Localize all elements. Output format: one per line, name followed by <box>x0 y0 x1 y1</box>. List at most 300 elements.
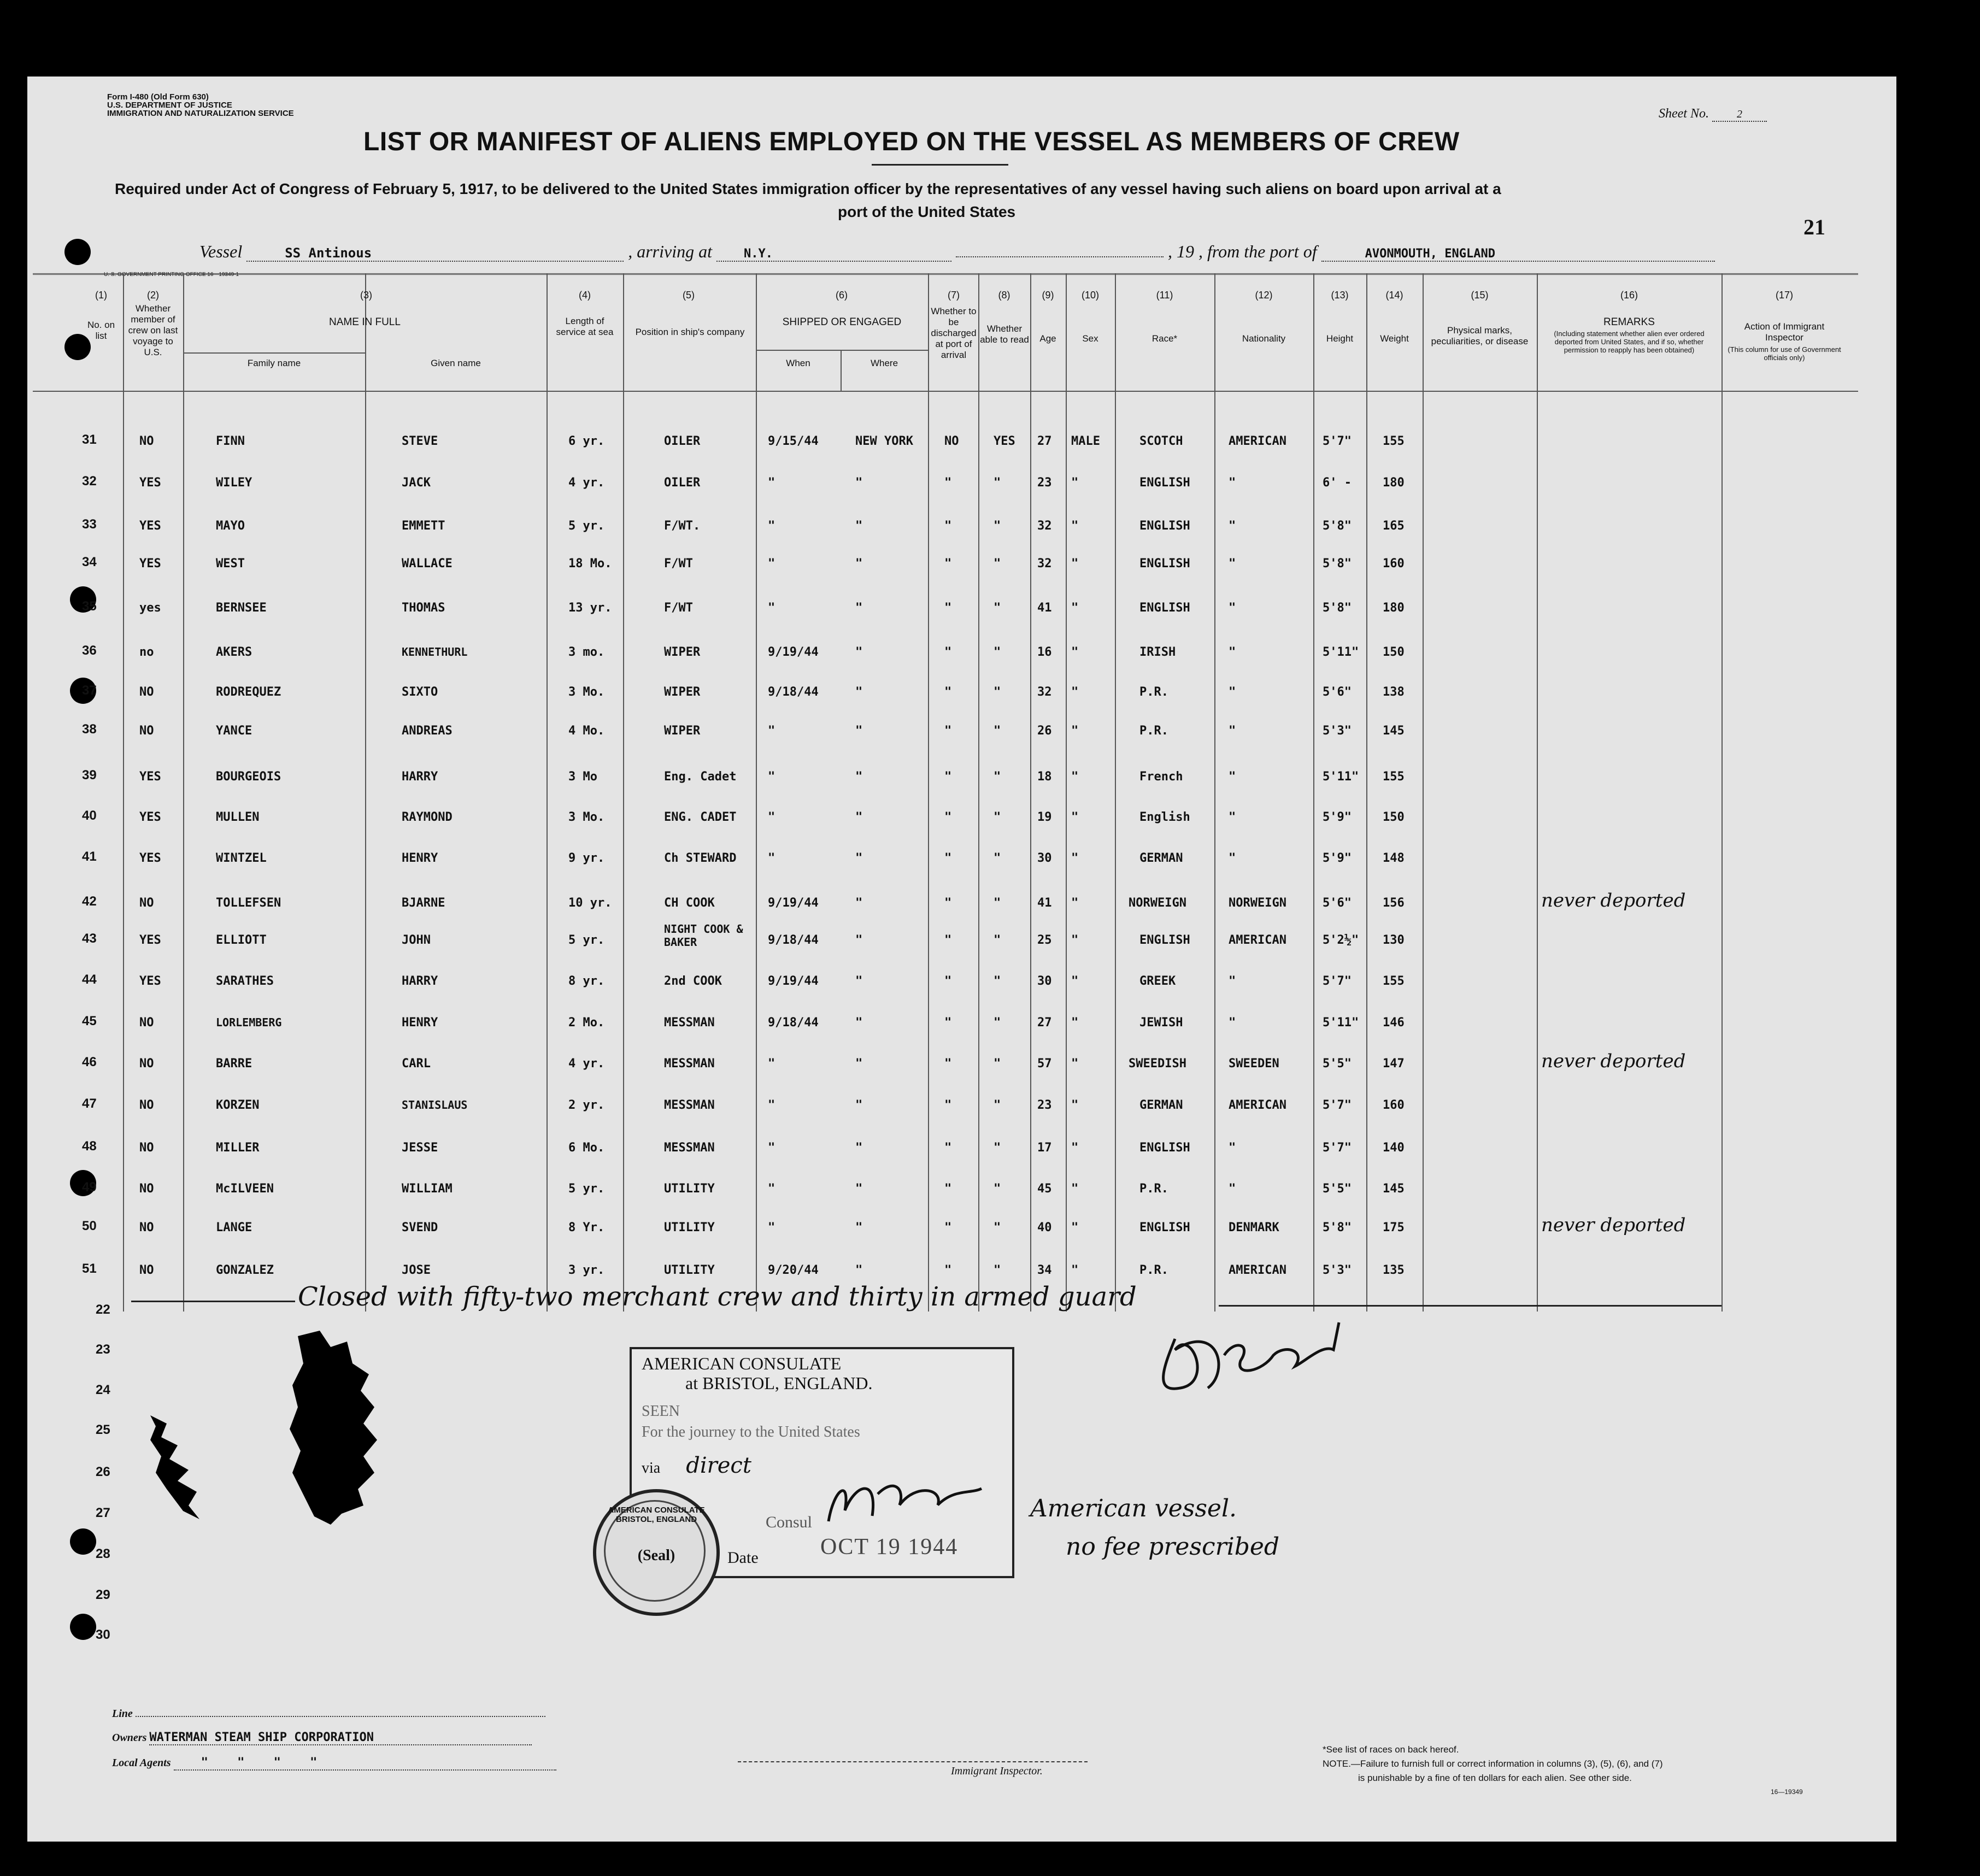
nationality-cell: " <box>1229 476 1236 490</box>
service-length-cell: 5 yr. <box>568 1182 605 1196</box>
nationality-cell: " <box>1229 1141 1236 1155</box>
vessel-line <box>199 242 1715 262</box>
col-5-header: Position in ship's company <box>635 327 745 337</box>
discharged-cell: " <box>944 1221 952 1234</box>
race-cell: P.R. <box>1139 1182 1168 1196</box>
given-name-cell: STEVE <box>402 434 438 448</box>
race-cell: ENGLISH <box>1139 519 1190 533</box>
family-name-cell: BARRE <box>216 1057 252 1071</box>
shipped-where-cell: " <box>855 770 863 784</box>
department: U.S. DEPARTMENT OF JUSTICE <box>107 101 232 110</box>
able-to-read-cell: " <box>994 896 1001 910</box>
shipped-when-cell: " <box>768 1182 775 1196</box>
weight-cell: 155 <box>1383 434 1405 448</box>
shipped-when-cell: " <box>768 1057 775 1071</box>
race-cell: P.R. <box>1139 685 1168 699</box>
family-name-cell: RODREQUEZ <box>216 685 281 699</box>
sex-cell: " <box>1071 724 1079 738</box>
col-4-number: (4) <box>579 290 591 301</box>
family-name-cell: TOLLEFSEN <box>216 896 281 910</box>
age-cell: 26 <box>1037 724 1052 738</box>
inspector-label: Immigrant Inspector. <box>951 1765 1043 1777</box>
race-cell: P.R. <box>1139 1263 1168 1277</box>
able-to-read-cell: " <box>994 933 1001 947</box>
col-11-number: (11) <box>1156 290 1173 301</box>
able-to-read-cell: " <box>994 645 1001 659</box>
from-port: AVONMOUTH, ENGLAND <box>1321 247 1715 262</box>
last-voyage-cell: YES <box>139 519 161 533</box>
sex-cell: " <box>1071 1098 1079 1112</box>
nationality-cell: AMERICAN <box>1229 1263 1286 1277</box>
weight-cell: 175 <box>1383 1221 1405 1234</box>
row-number-cell: 31 <box>82 432 97 447</box>
position-cell: OILER <box>664 476 701 490</box>
last-voyage-cell: NO <box>139 685 154 699</box>
row-number-cell: 42 <box>82 894 97 909</box>
sex-cell: " <box>1071 974 1079 988</box>
given-name-cell: KENNETHURL <box>402 645 468 658</box>
shipped-where-cell: " <box>855 933 863 947</box>
given-name-cell: HENRY <box>402 851 438 865</box>
able-to-read-cell: " <box>994 810 1001 824</box>
col-divider <box>978 273 979 1312</box>
row-number-cell: 35 <box>82 599 97 614</box>
nationality-cell: " <box>1229 1182 1236 1196</box>
family-name-cell: WEST <box>216 557 245 571</box>
col-6-header: SHIPPED OR ENGAGED <box>782 316 902 328</box>
footer-agents-row <box>112 1756 556 1771</box>
given-name-cell: WILLIAM <box>402 1182 453 1196</box>
col-15-header: Physical marks, peculiarities, or disease <box>1431 325 1529 346</box>
race-cell: English <box>1139 810 1190 824</box>
age-cell: 25 <box>1037 933 1052 947</box>
last-voyage-cell: YES <box>139 851 161 865</box>
col-1-number: (1) <box>95 290 107 301</box>
col-3-family-header: Family name <box>247 358 301 368</box>
race-cell: GERMAN <box>1139 851 1183 865</box>
shipped-when-cell: " <box>768 770 775 784</box>
consul-signature <box>818 1467 992 1532</box>
discharged-cell: " <box>944 1141 952 1155</box>
age-cell: 34 <box>1037 1263 1052 1277</box>
age-cell: 23 <box>1037 476 1052 490</box>
printing-office: U. S. GOVERNMENT PRINTING OFFICE 16—19349-1 <box>104 272 239 278</box>
given-name-cell: RAYMOND <box>402 810 453 824</box>
blank-row-number: 22 <box>96 1302 110 1317</box>
col-8-number: (8) <box>998 290 1010 301</box>
col-2-header: Whether member of crew on last voyage to U.S. <box>128 303 178 357</box>
position-cell: ENG. CADET <box>664 810 737 824</box>
age-cell: 30 <box>1037 974 1052 988</box>
row-number-cell: 37 <box>82 683 97 698</box>
height-cell: 5'3" <box>1323 1263 1352 1277</box>
page-number: 21 <box>1803 215 1825 239</box>
row-number-cell: 39 <box>82 768 97 783</box>
age-cell: 57 <box>1037 1057 1052 1071</box>
able-to-read-cell: " <box>994 1057 1001 1071</box>
service-length-cell: 3 Mo. <box>568 810 605 824</box>
age-cell: 30 <box>1037 851 1052 865</box>
shipped-when-cell: " <box>768 851 775 865</box>
footer-form-code: 16—19349 <box>1771 1788 1803 1796</box>
row-number-cell: 43 <box>82 931 97 946</box>
row-number-cell: 50 <box>82 1219 97 1233</box>
name-subheader-rule <box>183 352 365 354</box>
service-length-cell: 9 yr. <box>568 851 605 865</box>
discharged-cell: " <box>944 1098 952 1112</box>
blank-row-number: 26 <box>96 1465 110 1479</box>
last-voyage-cell: YES <box>139 974 161 988</box>
weight-cell: 145 <box>1383 724 1405 738</box>
weight-cell: 165 <box>1383 519 1405 533</box>
stamp-via-label: via <box>642 1460 661 1477</box>
footer-line-row <box>112 1708 545 1720</box>
age-cell: 19 <box>1037 810 1052 824</box>
given-name-cell: JOHN <box>402 933 431 947</box>
able-to-read-cell: " <box>994 557 1001 571</box>
service-length-cell: 3 yr. <box>568 1263 605 1277</box>
col-divider <box>928 273 929 1312</box>
sheet-number-block <box>1659 107 1767 122</box>
nationality-cell: AMERICAN <box>1229 434 1286 448</box>
shipped-where-cell: " <box>855 1263 863 1277</box>
row-number-cell: 45 <box>82 1014 97 1028</box>
shipped-where-cell: " <box>855 1016 863 1030</box>
height-cell: 5'11" <box>1323 645 1359 659</box>
weight-cell: 160 <box>1383 1098 1405 1112</box>
from-label: , from the port of <box>1198 242 1317 261</box>
stamp-journey: For the journey to the United States <box>642 1424 860 1440</box>
sex-cell: " <box>1071 557 1079 571</box>
stamp-via-value: direct <box>686 1453 751 1478</box>
col-12-number: (12) <box>1255 290 1273 301</box>
age-cell: 32 <box>1037 557 1052 571</box>
position-cell: MESSMAN <box>664 1016 715 1030</box>
able-to-read-cell: " <box>994 1016 1001 1030</box>
shipped-where-cell: " <box>855 851 863 865</box>
race-cell: IRISH <box>1139 645 1176 659</box>
service-name: IMMIGRATION AND NATURALIZATION SERVICE <box>107 109 294 118</box>
shipped-where-cell: " <box>855 1057 863 1071</box>
position-cell: Eng. Cadet <box>664 770 737 784</box>
able-to-read-cell: " <box>994 601 1001 615</box>
service-length-cell: 5 yr. <box>568 933 605 947</box>
shipped-when-cell: 9/18/44 <box>768 1016 819 1030</box>
col-6-where-header: Where <box>870 358 898 368</box>
punch-hole <box>70 1614 96 1640</box>
age-cell: 17 <box>1037 1141 1052 1155</box>
footer-note-2: NOTE.—Failure to furnish full or correct information in columns (3), (5), (6), and (7) <box>1323 1759 1663 1769</box>
weight-cell: 148 <box>1383 851 1405 865</box>
nationality-cell: " <box>1229 645 1236 659</box>
shipped-where-cell: " <box>855 974 863 988</box>
inspector-signature-line <box>738 1761 1088 1762</box>
age-cell: 18 <box>1037 770 1052 784</box>
shipped-when-cell: " <box>768 1221 775 1234</box>
discharged-cell: " <box>944 1016 952 1030</box>
col-divider <box>1214 273 1215 1312</box>
last-voyage-cell: YES <box>139 770 161 784</box>
discharged-cell: " <box>944 724 952 738</box>
given-name-cell: BJARNE <box>402 896 445 910</box>
shipped-where-cell: " <box>855 1141 863 1155</box>
able-to-read-cell: " <box>994 519 1001 533</box>
age-cell: 45 <box>1037 1182 1052 1196</box>
row-number-cell: 38 <box>82 722 97 737</box>
col-divider <box>547 273 548 1312</box>
service-length-cell: 6 Mo. <box>568 1141 605 1155</box>
able-to-read-cell: " <box>994 974 1001 988</box>
row-number-cell: 32 <box>82 474 97 489</box>
shipped-where-cell: " <box>855 557 863 571</box>
height-cell: 6' - <box>1323 476 1352 490</box>
weight-cell: 156 <box>1383 896 1405 910</box>
discharged-cell: " <box>944 770 952 784</box>
col-divider <box>183 273 184 1312</box>
sex-cell: " <box>1071 645 1079 659</box>
footer-line-label: Line <box>112 1708 133 1720</box>
row-number-cell: 46 <box>82 1055 97 1069</box>
able-to-read-cell: " <box>994 770 1001 784</box>
sex-cell: " <box>1071 1182 1079 1196</box>
sex-cell: " <box>1071 851 1079 865</box>
nationality-cell: NORWEIGN <box>1229 896 1286 910</box>
race-cell: P.R. <box>1139 724 1168 738</box>
date-blank <box>956 256 1164 257</box>
weight-cell: 135 <box>1383 1263 1405 1277</box>
row-number-cell: 48 <box>82 1139 97 1154</box>
position-cell: 2nd COOK <box>664 974 722 988</box>
race-cell: JEWISH <box>1139 1016 1183 1030</box>
header-bottom-rule <box>33 391 1858 392</box>
position-cell: MESSMAN <box>664 1057 715 1071</box>
blank-row-number: 23 <box>96 1342 110 1357</box>
footer-agents-label: Local Agents <box>112 1757 171 1769</box>
given-name-cell: THOMAS <box>402 601 445 615</box>
sex-cell: " <box>1071 1057 1079 1071</box>
col-13-number: (13) <box>1331 290 1349 301</box>
able-to-read-cell: " <box>994 724 1001 738</box>
able-to-read-cell: " <box>994 476 1001 490</box>
family-name-cell: KORZEN <box>216 1098 260 1112</box>
shipped-where-cell: " <box>855 724 863 738</box>
col-14-number: (14) <box>1385 290 1403 301</box>
sheet-label: Sheet No. <box>1659 107 1709 121</box>
col-3-header: NAME IN FULL <box>329 316 401 328</box>
position-cell: F/WT. <box>664 519 701 533</box>
given-name-cell: JOSE <box>402 1263 431 1277</box>
sex-cell: " <box>1071 1141 1079 1155</box>
age-cell: 16 <box>1037 645 1052 659</box>
sex-cell: " <box>1071 1263 1079 1277</box>
given-name-cell: JESSE <box>402 1141 438 1155</box>
col-16-subheader: (Including statement whether alien ever ordered deported from United States, and if so, whether permission to reapply has been obtained) <box>1554 330 1705 354</box>
footer-owners-label: Owners <box>112 1732 147 1744</box>
form-id: Form I-480 (Old Form 630) <box>107 92 209 102</box>
last-voyage-cell: YES <box>139 476 161 490</box>
able-to-read-cell: " <box>994 851 1001 865</box>
page-title: LIST OR MANIFEST OF ALIENS EMPLOYED ON THE VESSEL AS MEMBERS OF CREW <box>363 127 1460 156</box>
col-13-header: Height <box>1326 333 1354 344</box>
height-cell: 5'5" <box>1323 1057 1352 1071</box>
race-cell: ENGLISH <box>1139 1141 1190 1155</box>
race-cell: GERMAN <box>1139 1098 1183 1112</box>
race-cell: ENGLISH <box>1139 476 1190 490</box>
shipped-when-cell: " <box>768 724 775 738</box>
punch-hole <box>64 239 91 265</box>
shipped-when-cell: " <box>768 519 775 533</box>
discharged-cell: " <box>944 685 952 699</box>
col-3-number: (3) <box>360 290 372 301</box>
nationality-cell: " <box>1229 974 1236 988</box>
footer-agents-value: " " " " <box>174 1756 556 1771</box>
footer-line-value <box>136 1716 545 1717</box>
position-cell: Ch STEWARD <box>664 851 737 865</box>
given-name-cell: HARRY <box>402 974 438 988</box>
col-divider <box>1313 273 1314 1312</box>
col-6-when-header: When <box>786 358 810 368</box>
col-16-header: REMARKS <box>1603 316 1655 328</box>
service-length-cell: 18 Mo. <box>568 557 612 571</box>
family-name-cell: MILLER <box>216 1141 260 1155</box>
discharged-cell: " <box>944 896 952 910</box>
race-cell: ENGLISH <box>1139 933 1190 947</box>
col-9-header: Age <box>1039 333 1056 344</box>
service-length-cell: 8 yr. <box>568 974 605 988</box>
shipped-when-cell: " <box>768 557 775 571</box>
shipped-when-cell: 9/18/44 <box>768 685 819 699</box>
discharged-cell: " <box>944 601 952 615</box>
nationality-cell: " <box>1229 601 1236 615</box>
position-cell: MESSMAN <box>664 1098 715 1112</box>
blank-row-number: 24 <box>96 1383 110 1397</box>
family-name-cell: WILEY <box>216 476 252 490</box>
given-name-cell: EMMETT <box>402 519 445 533</box>
family-name-cell: WINTZEL <box>216 851 267 865</box>
last-voyage-cell: YES <box>139 557 161 571</box>
position-cell: WIPER <box>664 724 701 738</box>
year-label: , 19 <box>1167 242 1194 261</box>
age-cell: 41 <box>1037 601 1052 615</box>
shipped-when-cell: " <box>768 1098 775 1112</box>
sex-cell: MALE <box>1071 434 1100 448</box>
service-length-cell: 3 Mo. <box>568 685 605 699</box>
sex-cell: " <box>1071 476 1079 490</box>
height-cell: 5'6" <box>1323 685 1352 699</box>
shipped-split <box>841 350 842 391</box>
col-6-number: (6) <box>836 290 848 301</box>
stamp-via-line <box>642 1453 751 1478</box>
stamp-line-1: AMERICAN CONSULATE <box>642 1354 842 1373</box>
discharged-cell: " <box>944 810 952 824</box>
last-voyage-cell: NO <box>139 1141 154 1155</box>
race-cell: ENGLISH <box>1139 1221 1190 1234</box>
margin-note-line-2: no fee prescribed <box>1066 1533 1280 1561</box>
nationality-cell: " <box>1229 770 1236 784</box>
blank-row-number: 30 <box>96 1627 110 1642</box>
last-voyage-cell: NO <box>139 1098 154 1112</box>
sex-cell: " <box>1071 933 1079 947</box>
position-cell: CH COOK <box>664 896 715 910</box>
given-name-cell: ANDREAS <box>402 724 453 738</box>
shipped-when-cell: 9/15/44 <box>768 434 819 448</box>
col-4-header: Length of service at sea <box>556 316 614 337</box>
col-5-number: (5) <box>683 290 695 301</box>
discharged-cell: " <box>944 933 952 947</box>
position-cell: UTILITY <box>664 1221 715 1234</box>
service-length-cell: 4 yr. <box>568 476 605 490</box>
height-cell: 5'8" <box>1323 519 1352 533</box>
discharged-cell: " <box>944 519 952 533</box>
weight-cell: 147 <box>1383 1057 1405 1071</box>
last-voyage-cell: NO <box>139 1016 154 1030</box>
service-length-cell: 8 Yr. <box>568 1221 605 1234</box>
position-cell: F/WT <box>664 601 693 615</box>
height-cell: 5'5" <box>1323 1182 1352 1196</box>
master-signature <box>1142 1306 1361 1404</box>
height-cell: 5'8" <box>1323 1221 1352 1234</box>
last-voyage-cell: YES <box>139 933 161 947</box>
footer-owners-row <box>112 1731 532 1745</box>
shipped-where-cell: " <box>855 810 863 824</box>
nationality-cell: " <box>1229 519 1236 533</box>
col-divider <box>1115 273 1116 1312</box>
age-cell: 23 <box>1037 1098 1052 1112</box>
last-voyage-cell: NO <box>139 434 154 448</box>
able-to-read-cell: " <box>994 1098 1001 1112</box>
height-cell: 5'6" <box>1323 896 1352 910</box>
position-cell: F/WT <box>664 557 693 571</box>
shipped-when-cell: 9/18/44 <box>768 933 819 947</box>
family-name-cell: MAYO <box>216 519 245 533</box>
closing-note: Closed with fifty-two merchant crew and thirty in armed guard <box>298 1281 1137 1312</box>
shipped-when-cell: 9/20/44 <box>768 1263 819 1277</box>
able-to-read-cell: " <box>994 1141 1001 1155</box>
shipped-where-cell: NEW YORK <box>855 434 913 448</box>
stamp-seen: SEEN <box>642 1403 680 1420</box>
given-name-cell: SVEND <box>402 1221 438 1234</box>
row-number-cell: 34 <box>82 555 97 569</box>
race-cell: GREEK <box>1139 974 1176 988</box>
service-length-cell: 5 yr. <box>568 519 605 533</box>
title-rule <box>872 164 1008 166</box>
family-name-cell: LORLEMBERG <box>216 1016 282 1029</box>
weight-cell: 150 <box>1383 810 1405 824</box>
position-cell: MESSMAN <box>664 1141 715 1155</box>
shipped-where-cell: " <box>855 896 863 910</box>
family-name-cell: ELLIOTT <box>216 933 267 947</box>
shipped-where-cell: " <box>855 685 863 699</box>
blank-row-number: 27 <box>96 1505 110 1520</box>
margin-note-line-1: American vessel. <box>1030 1495 1237 1522</box>
col-divider <box>1423 273 1424 1312</box>
remarks-cell: never deported <box>1541 1214 1686 1236</box>
nationality-cell: " <box>1229 685 1236 699</box>
able-to-read-cell: " <box>994 1221 1001 1234</box>
weight-cell: 150 <box>1383 645 1405 659</box>
nationality-cell: " <box>1229 557 1236 571</box>
family-name-cell: BOURGEOIS <box>216 770 281 784</box>
shipped-when-cell: 9/19/44 <box>768 645 819 659</box>
shipped-when-cell: " <box>768 1141 775 1155</box>
stamp-consul-label: Consul <box>766 1513 813 1531</box>
blank-row-number: 28 <box>96 1546 110 1561</box>
discharged-cell: " <box>944 1263 952 1277</box>
weight-cell: 155 <box>1383 974 1405 988</box>
col-divider <box>623 273 624 1312</box>
col-divider <box>1537 273 1538 1312</box>
shipped-subheader-rule <box>756 350 928 351</box>
